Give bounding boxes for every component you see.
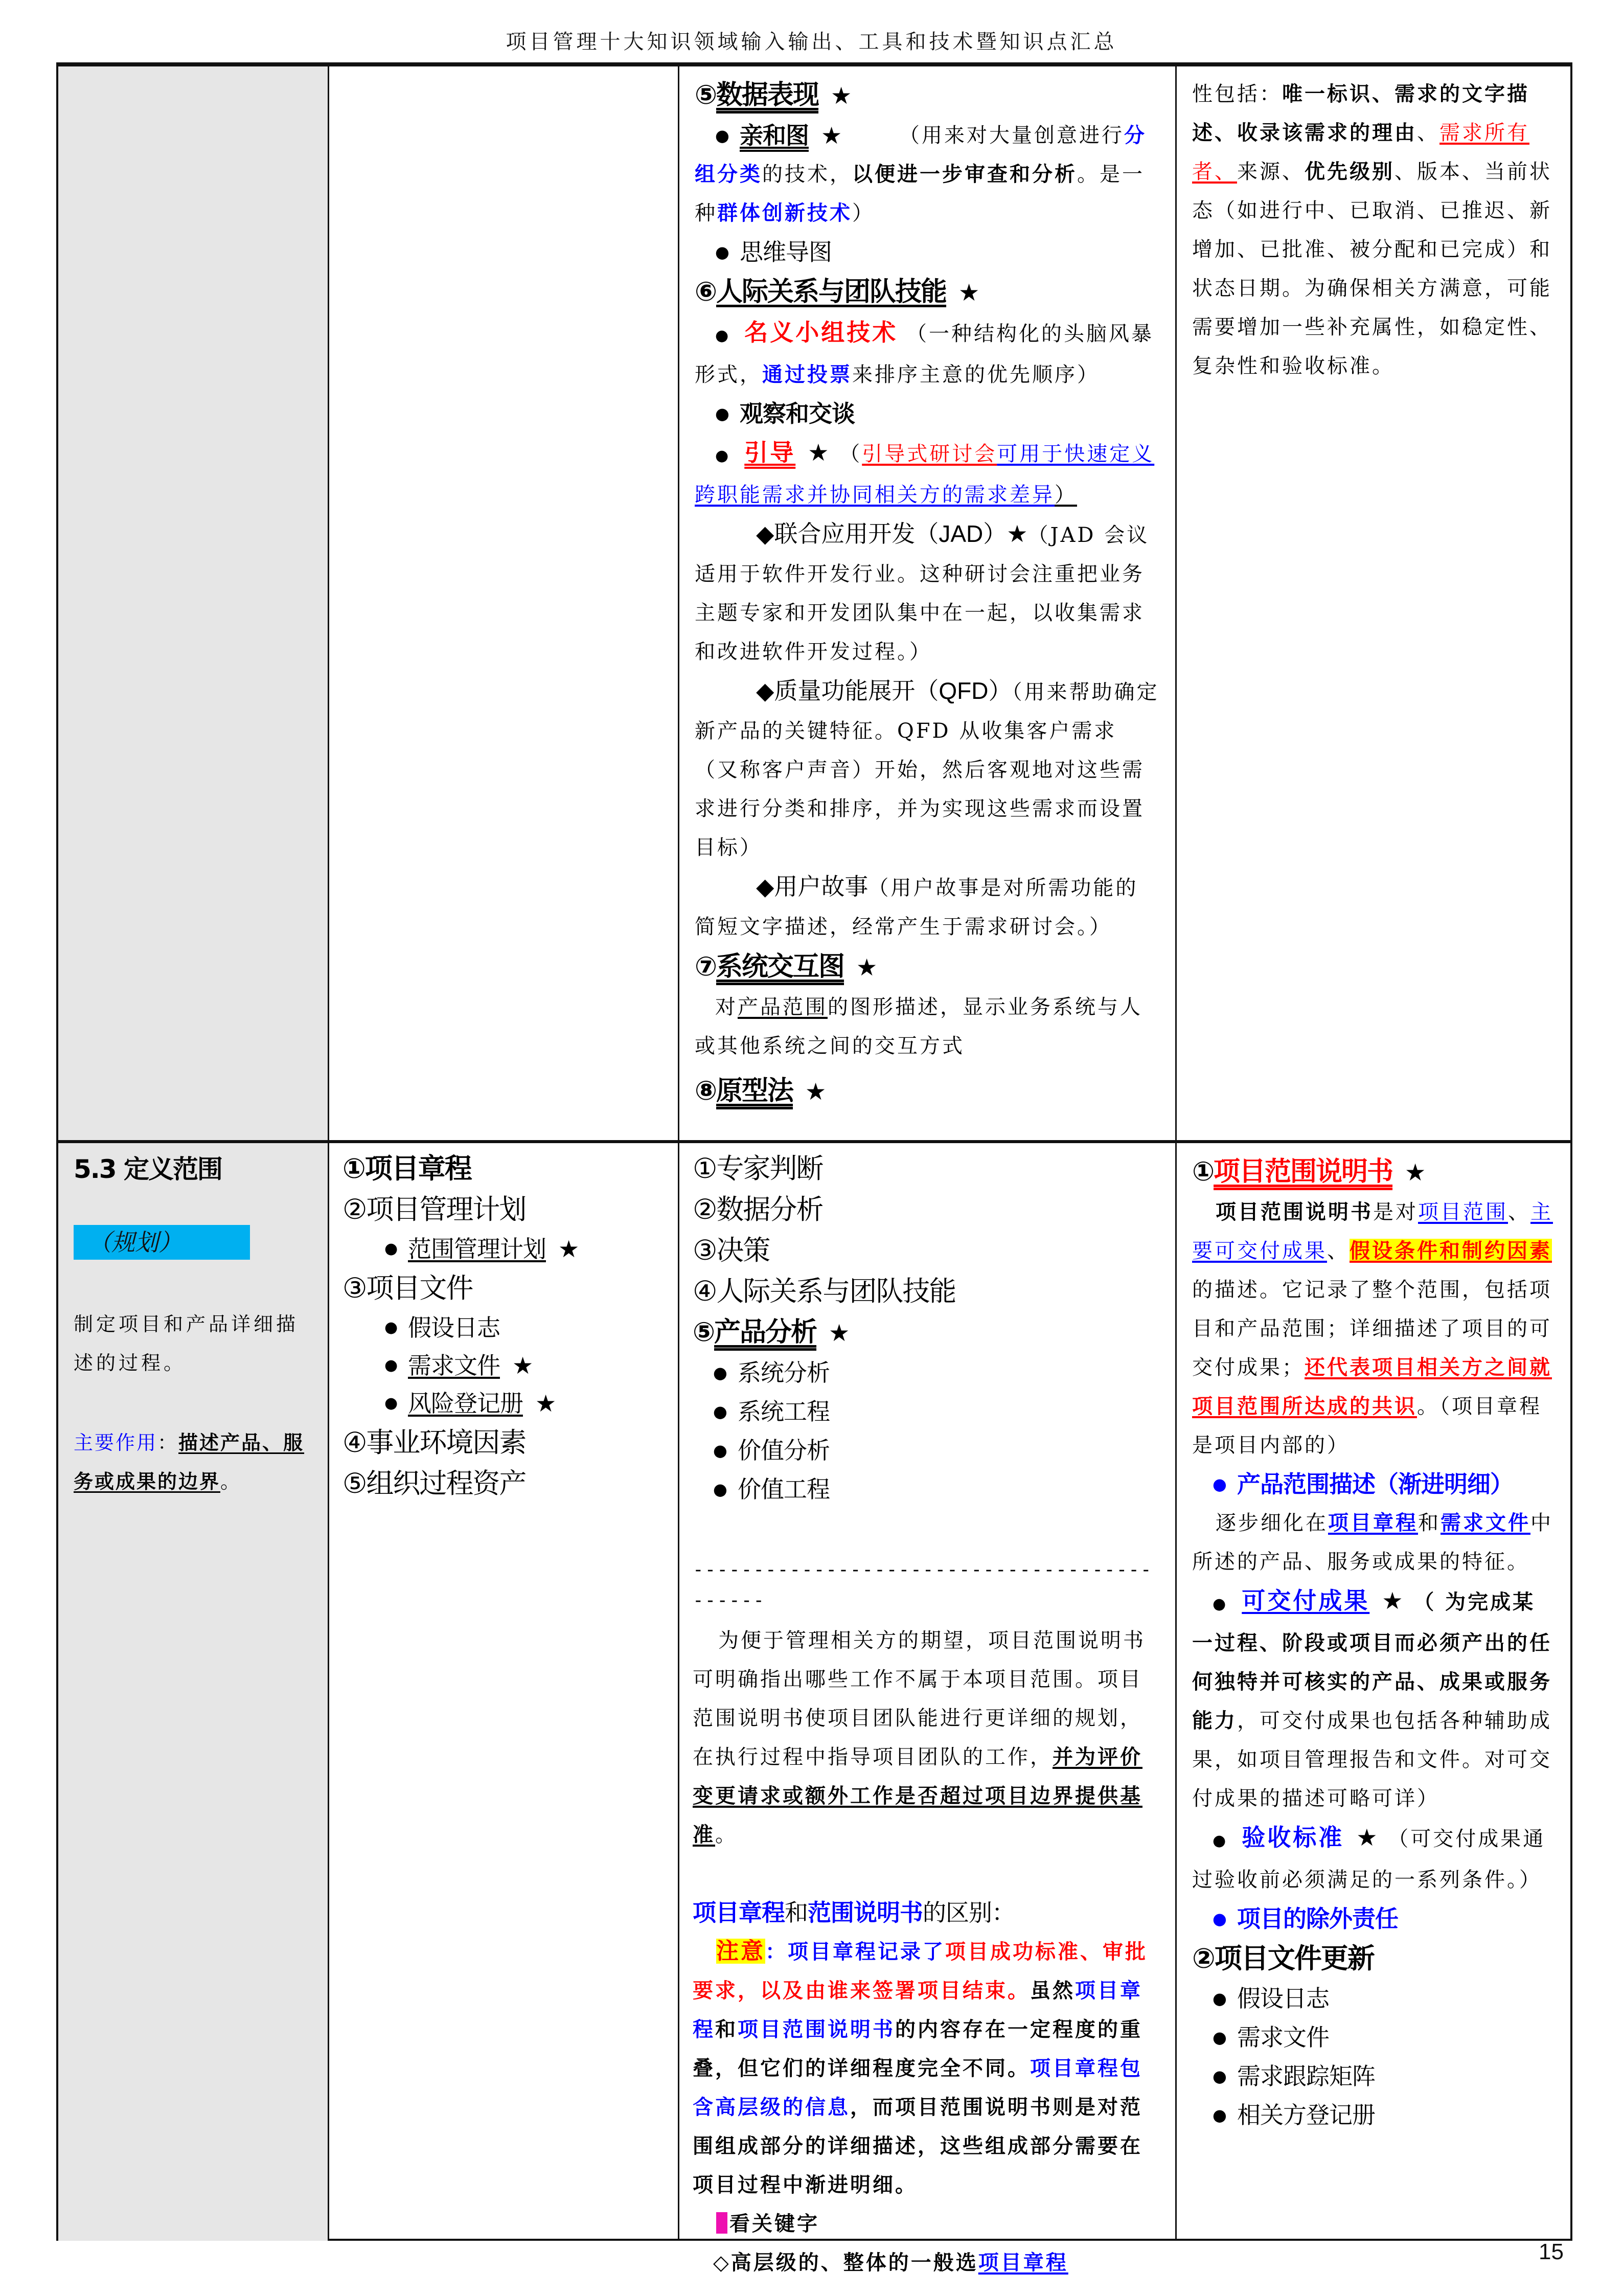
star-icon: ★ <box>831 82 851 109</box>
section-heading: ⑧原型法 ★ <box>695 1076 826 1106</box>
star-icon: ★ <box>1382 1587 1405 1615</box>
affinity-desc: （用来对大量创意进行分组分类的技术，以便进一步审查和分析。是一种群体创新技术） <box>695 123 1147 225</box>
star-icon: ★ <box>808 439 831 466</box>
user-story-item: ◆用户故事（用户故事是对所需功能的简短文字描述，经常产生于需求研讨会。） <box>695 873 1138 939</box>
list-item: ● 系统分析 <box>693 1353 1162 1392</box>
input-subitem: ● 范围管理计划 ★ <box>342 1230 665 1268</box>
list-item: ● 产品范围描述（渐进明细） <box>1192 1465 1557 1504</box>
input-item: ③项目文件 <box>342 1272 473 1304</box>
keyword-rule: ◇高层级的、整体的一般选项目章程 <box>713 2250 1068 2275</box>
tool-item: ①专家判断 <box>693 1152 823 1185</box>
tool-item: ④人际关系与团队技能 <box>693 1275 956 1307</box>
list-item: ● 需求跟踪矩阵 <box>1192 2057 1557 2096</box>
tools-cell <box>679 66 1177 1140</box>
star-icon: ★ <box>829 1319 849 1347</box>
difference-note: 注意：项目章程记录了项目成功标准、审批要求，以及由谁来签署项目结束。虽然项目章程和项目范围说明书的内容存在一定程度的重叠，但它们的详细程度完全不同。项目章程包含高层级的信息，而项目范围说明书则是对范围组成部分的详细描述，这些组成部分需要在项目过程中渐进明细。 <box>693 1939 1148 2197</box>
keyword-hint: 看关键字 <box>693 2204 1162 2243</box>
star-icon: ★ <box>1405 1158 1425 1186</box>
star-icon: ★ <box>1356 1824 1380 1851</box>
facilitation-item: ● 引导 ★ （引导式研讨会可用于快速定义跨职能需求并协同相关方的需求差异） <box>695 439 1155 507</box>
tool-item: ②数据分析 <box>693 1193 823 1225</box>
star-icon: ★ <box>805 1078 826 1105</box>
list-item: ● 观察和交谈 <box>695 394 1160 433</box>
scope-statement-note: 为便于管理相关方的期望，项目范围说明书可明确指出哪些工作不属于本项目范围。项目范围说明书使项目团队能进行更详细的规划，在执行过程中指导项目团队的工作，并为评价变更请求或额外工作是否超过项目边界提供基准。 <box>693 1629 1146 1847</box>
input-subitem: ● 假设日志 <box>342 1309 665 1347</box>
list-item: ● 需求文件 <box>1192 2018 1557 2057</box>
list-item: ● 价值分析 <box>693 1431 1162 1470</box>
input-item: ①项目章程 <box>342 1152 471 1185</box>
section-heading: ⑥人际关系与团队技能 ★ <box>695 277 979 307</box>
input-item: ④事业环境因素 <box>342 1426 526 1459</box>
tool-item: ③决策 <box>693 1234 770 1266</box>
jad-item: ◆联合应用开发（JAD）★（JAD 会议适用于软件开发行业。这种研讨会注重把业务主题专家和开发团队集中在一起，以收集需求和改进软件开发过程。） <box>695 520 1150 664</box>
outputs-cell <box>1177 66 1572 1140</box>
star-icon: ★ <box>558 1235 579 1263</box>
process-cell <box>58 1143 329 2241</box>
list-item: ● 亲和图 ★ <box>695 116 1160 155</box>
phase-badge: （规划） <box>74 1225 250 1260</box>
difference-heading: 项目章程和范围说明书的区别： <box>693 1899 1015 1926</box>
scope-statement-desc: 项目范围说明书是对项目范围、主要可交付成果、假设条件和制约因素的描述。它记录了整个范围，包括项目和产品范围；详细描述了项目的可交付成果；还代表项目相关方之间就项目范围所达成的共识。（项目章程是项目内部的） <box>1192 1200 1553 1457</box>
list-item: ● 价值工程 <box>693 1470 1162 1509</box>
requirements-attributes: 性包括：唯一标识、需求的文字描述、收录该需求的理由、需求所有者、来源、优先级别、版本、当前状态（如进行中、已取消、已推迟、新增加、已批准、被分配和已完成）和状态日期。为确保相关方满意，可能需要增加一些补充属性，如稳定性、复杂性和验收标准。 <box>1192 82 1552 378</box>
section-heading: ⑤产品分析 ★ <box>693 1317 849 1348</box>
acceptance-item: ● 验收标准 ★ （可交付成果通过验收前必须满足的一系列条件。） <box>1192 1824 1546 1892</box>
table-row <box>58 66 1570 1140</box>
ngt-item: ● 名义小组技术 （一种结构化的头脑风暴形式，通过投票来排序主意的优先顺序） <box>695 319 1154 387</box>
list-item: ● 系统工程 <box>693 1392 1162 1431</box>
star-icon: ★ <box>856 953 877 981</box>
input-subitem: ● 风险登记册 ★ <box>342 1384 665 1422</box>
tools-cell <box>679 1143 1177 2275</box>
input-item: ⑤组织过程资产 <box>342 1467 526 1499</box>
page-number: 15 <box>1539 2239 1564 2264</box>
star-icon: ★ <box>535 1390 556 1417</box>
list-item: ● 相关方登记册 <box>1192 2096 1557 2134</box>
inputs-cell <box>329 1143 679 2241</box>
input-item: ②项目管理计划 <box>342 1193 526 1225</box>
context-desc: 对产品范围的图形描述，显示业务系统与人或其他系统之间的交互方式 <box>695 995 1142 1058</box>
process-cell <box>58 66 329 1140</box>
inputs-cell <box>329 66 679 1140</box>
input-subitem: ● 需求文件 ★ <box>342 1347 665 1384</box>
list-item: ● 假设日志 <box>1192 1979 1557 2018</box>
list-item: ● 项目的除外责任 <box>1192 1899 1557 1938</box>
page-header: 项目管理十大知识领域输入输出、工具和技术暨知识点汇总 <box>506 30 1117 54</box>
section-heading: ⑦系统交互图 ★ <box>695 951 877 982</box>
product-scope-desc: 逐步细化在项目章程和需求文件中所述的产品、服务或成果的特征。 <box>1192 1511 1553 1574</box>
process-title: 5.3 定义范围 <box>74 1154 222 1184</box>
list-item: ● 思维导图 <box>695 233 1160 271</box>
process-role: 主要作用：描述产品、服务或成果的边界。 <box>74 1431 305 1493</box>
section-heading: ①项目范围说明书 ★ <box>1192 1156 1425 1187</box>
divider: -------------------------------------------- <box>693 1559 1153 1611</box>
deliverables-item: ● 可交付成果 ★ （ 为完成某一过程、阶段或项目而必须产出的任何独特并可核实的产品、成果或服务能力，可交付成果也包括各种辅助成果，如项目管理报告和文件。对可交付成果的描述可略可详） <box>1192 1587 1552 1810</box>
process-description: 制定项目和产品详细描述的过程。 <box>74 1313 299 1374</box>
output-item: ②项目文件更新 <box>1192 1942 1374 1974</box>
qfd-item: ◆质量功能展开（QFD）（用来帮助确定新产品的关键特征。QFD 从收集客户需求（又称客户声音）开始，然后客观地对这些需求进行分类和排序，并为实现这些需求而设置目标） <box>695 677 1159 859</box>
section-heading: ⑤数据表现 ★ <box>695 80 851 110</box>
outputs-cell <box>1177 1143 1572 2241</box>
square-icon <box>716 2212 727 2234</box>
star-icon: ★ <box>512 1352 533 1379</box>
star-icon: ★ <box>958 279 979 306</box>
star-icon: ★ <box>821 122 842 149</box>
